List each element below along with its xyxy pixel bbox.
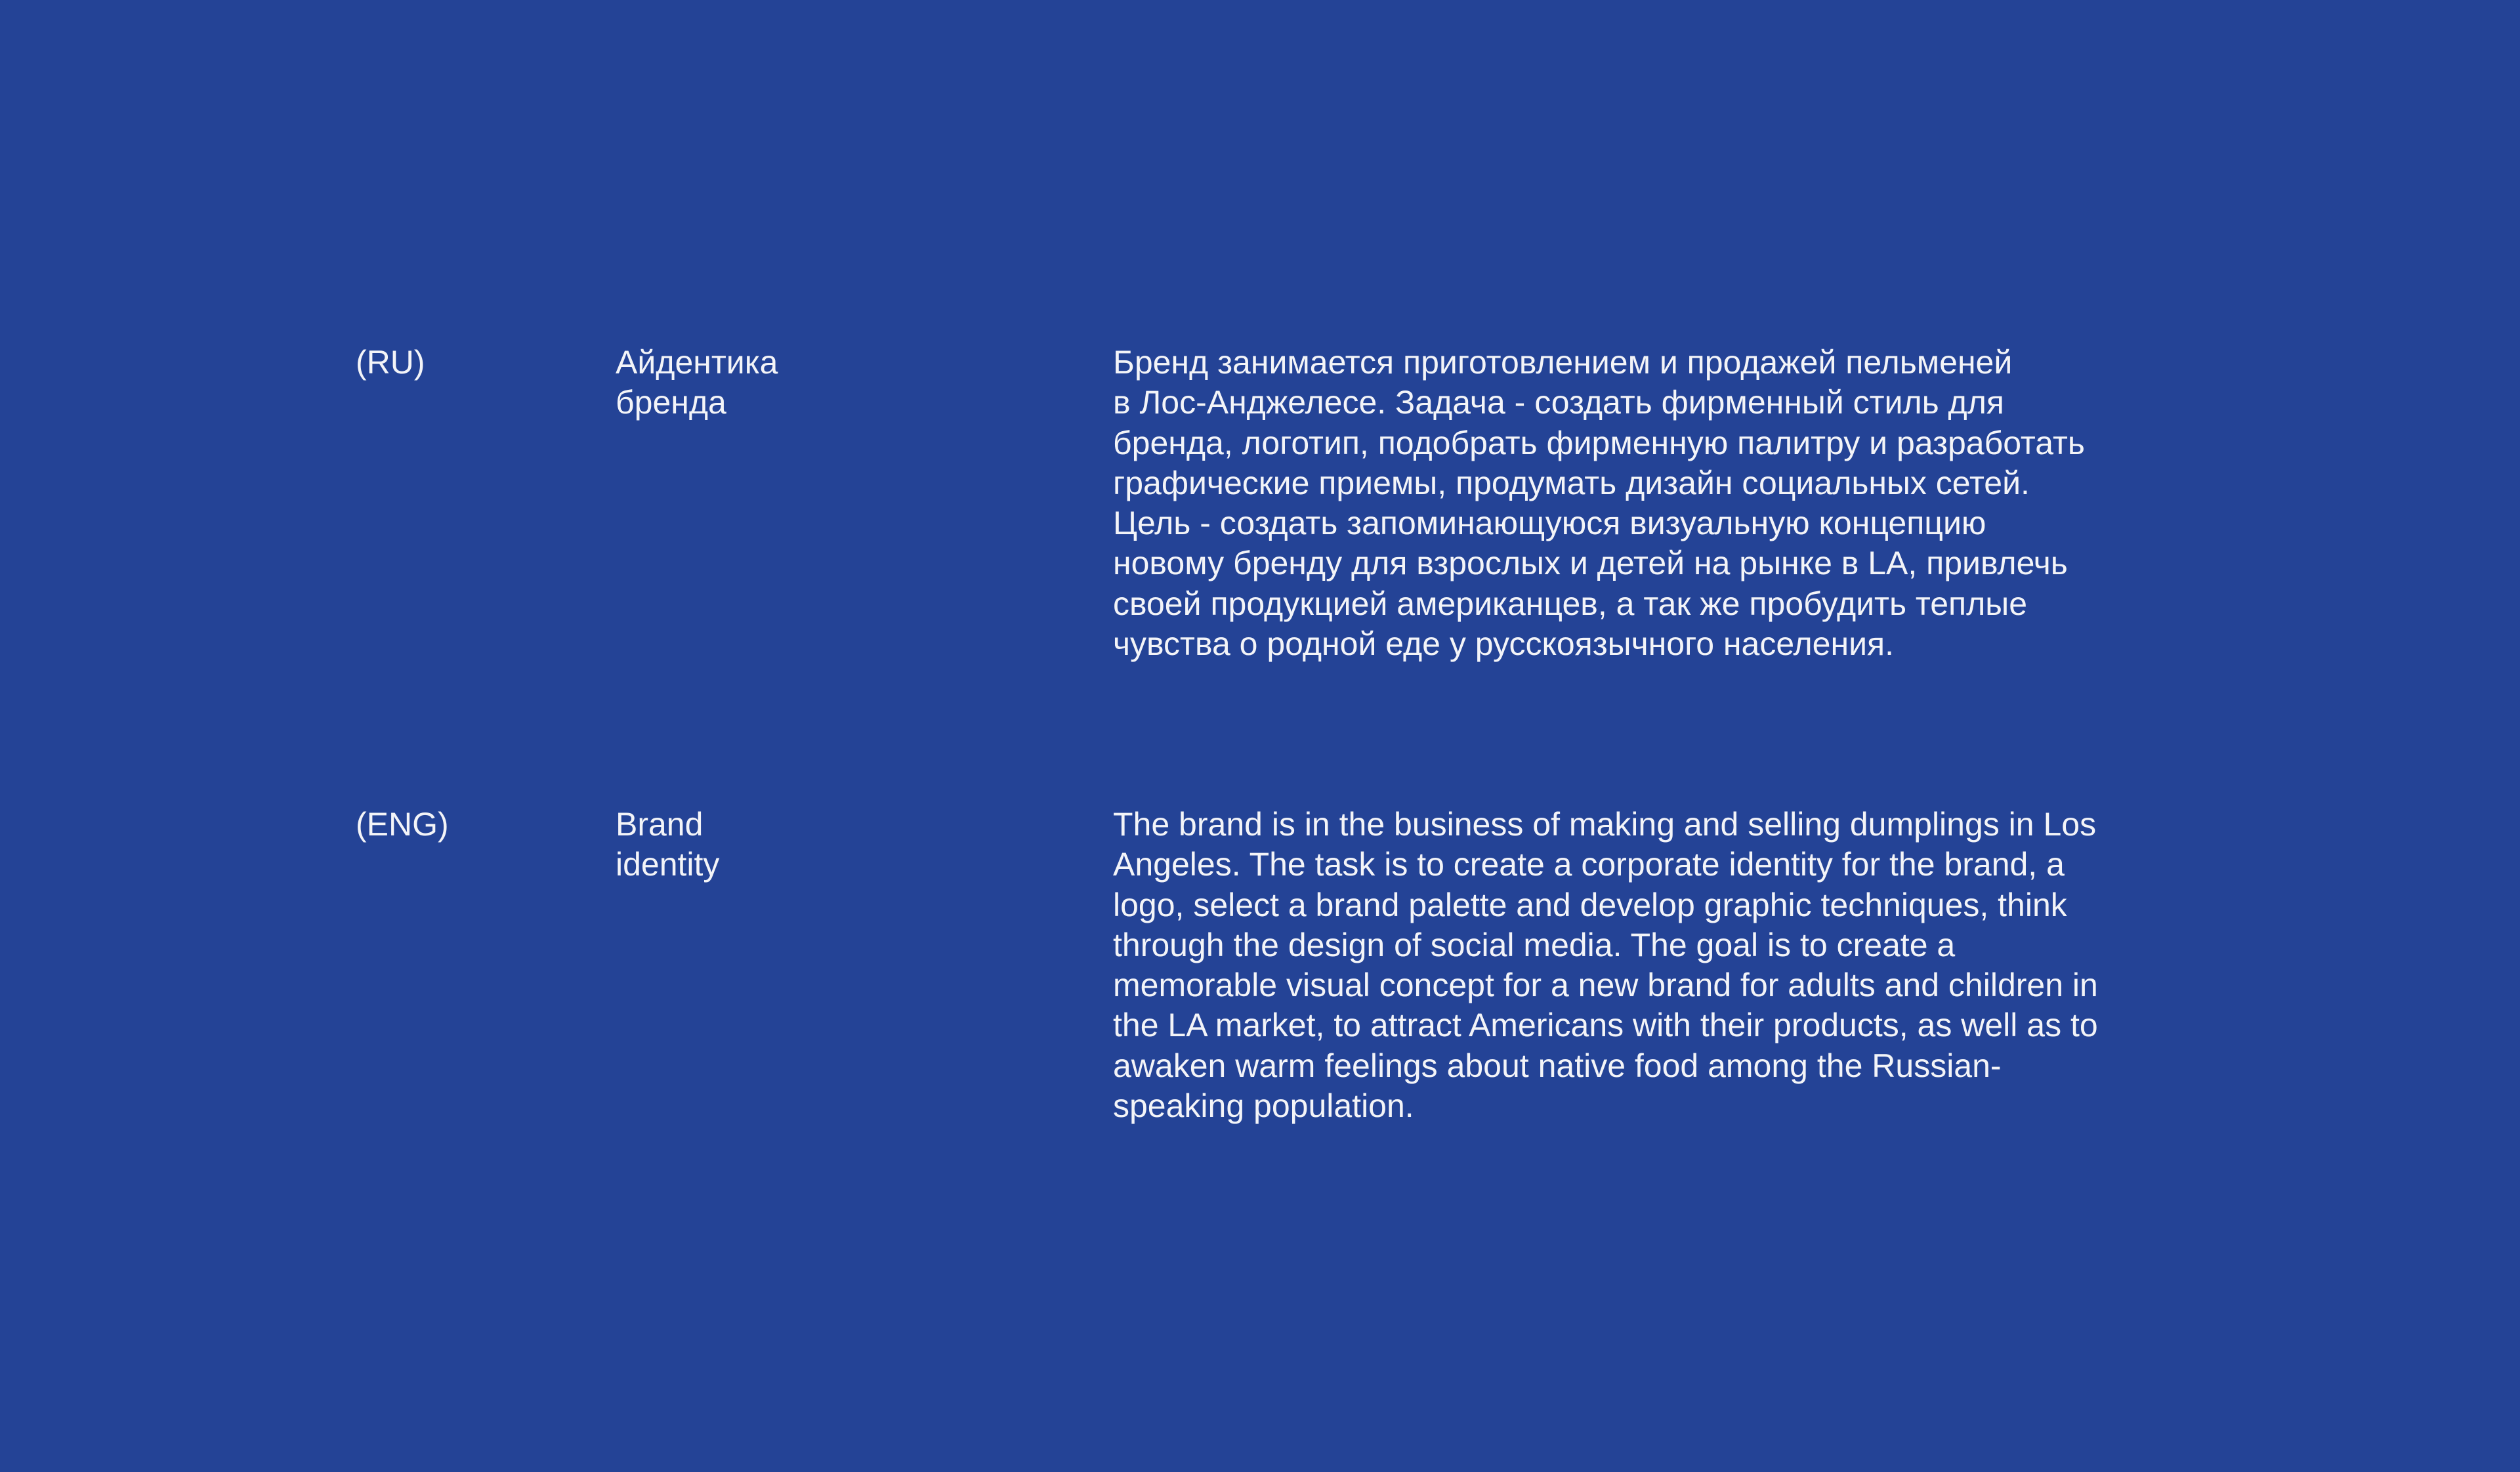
description-line: Цель - создать запоминающуюся визуальную концепцию: [1113, 505, 1986, 542]
title-line: Brand: [616, 806, 704, 843]
description-line: чувства о родной еде у русскоязычного населения.: [1113, 625, 1894, 663]
description-line: The brand is in the business of making and selling dumplings in Los: [1113, 806, 2097, 843]
description-line: Angeles. The task is to create a corporate identity for the brand, a: [1113, 846, 2065, 883]
description-line: through the design of social media. The goal is to create a: [1113, 926, 1956, 963]
section-title-ru: [616, 343, 944, 423]
description-line: awaken warm feelings about native food among the Russian-: [1113, 1047, 2002, 1084]
description-line: memorable visual concept for a new brand for adults and children in: [1113, 967, 2098, 1004]
description-line: новому бренду для взрослых и детей на рынке в LA, привлечь: [1113, 545, 2068, 582]
description-line: в Лос-Анджелесе. Задача - создать фирменный стиль для: [1113, 384, 2004, 421]
title-line: identity: [616, 846, 720, 883]
language-label-ru: (RU): [356, 344, 425, 381]
title-line: бренда: [616, 384, 726, 421]
description-en: [1113, 805, 2229, 1126]
description-line: speaking population.: [1113, 1087, 1414, 1125]
description-line: бренда, логотип, подобрать фирменную палитру и разработать: [1113, 424, 2085, 461]
description-line: Бренд занимается приготовлением и продажей пельменей: [1113, 344, 2013, 381]
description-line: the LA market, to attract Americans with their products, as well as to: [1113, 1007, 2098, 1044]
description-ru: [1113, 343, 2229, 664]
description-line: графические приемы, продумать дизайн социальных сетей.: [1113, 464, 2030, 501]
section-title-en: [616, 805, 944, 885]
title-line: Айдентика: [616, 344, 778, 381]
language-label-en: (ENG): [356, 806, 449, 843]
description-line: своей продукцией американцев, а так же пробудить теплые: [1113, 585, 2028, 622]
description-line: logo, select a brand palette and develop graphic techniques, think: [1113, 886, 2067, 923]
